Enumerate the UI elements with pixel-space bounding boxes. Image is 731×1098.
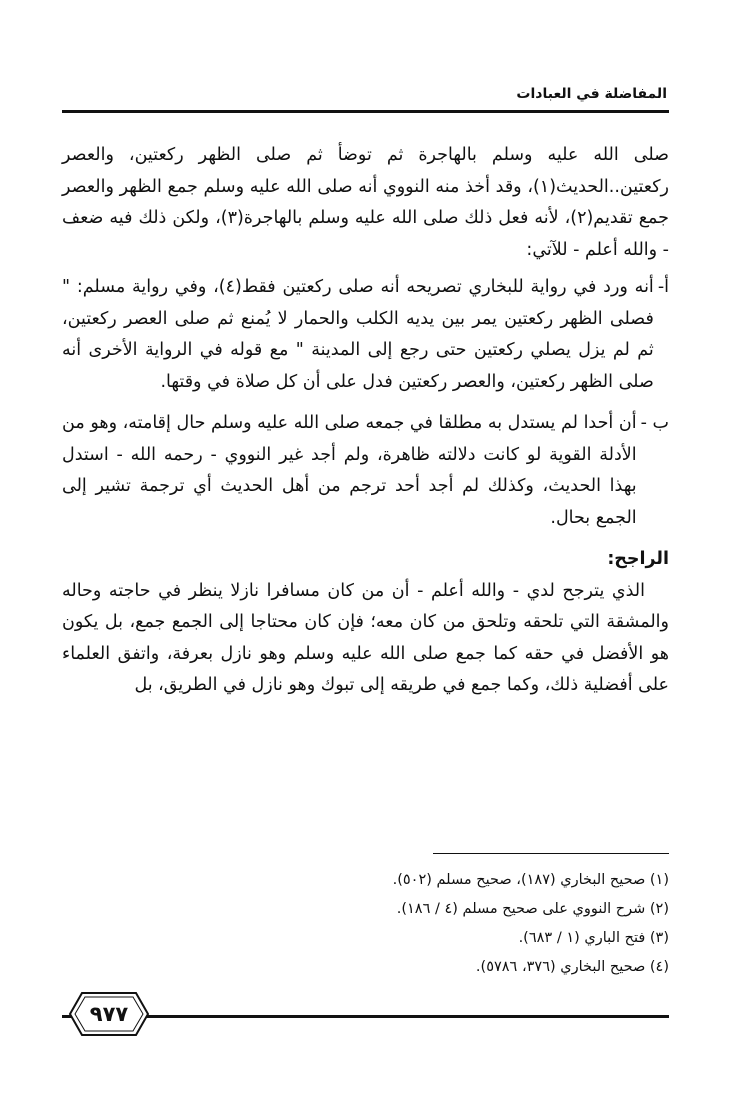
footnote-4: (٤) صحيح البخاري (٣٧٦، ٥٧٨٦). [475,959,669,975]
footnote-separator [433,853,669,854]
footnote-2: (٢) شرح النووي على صحيح مسلم (٤ / ١٨٦). [396,901,669,917]
list-item-marker: ب - [640,413,669,433]
footer-rule [62,1015,669,1018]
page-number-badge [68,991,150,1037]
main-text [62,140,669,702]
header-rule [62,110,669,113]
section-heading: الراجح: [607,549,669,569]
list-item-ba [62,408,669,534]
list-item-text: أنه ورد في رواية للبخاري تصريحه أنه صلى ركعتين فقط(٤)، وفي رواية مسلم: " فصلى الظهر ركعتين يمر بين يديه الكلب والحمار لا يُمنع ثم صلى العصر ركعتين، ثم لم يزل يصلي ركعتين حتى رجع إلى المدينة " مع قوله في الرواية الأخرى أنه صلى الظهر ركعتين، والعصر ركعتين فدل على أن كل صلاة في وقتها. [62,277,654,392]
list-item-text: أن أحدا لم يستدل به مطلقا في جمعه صلى الله عليه وسلم حال إقامته، وهو من الأدلة القوية لو كانت دلالته ظاهرة، ولم أجد غير النووي - رحمه الله - استدل بهذا الحديث، وكذلك لم أجد أحد ترجم من أهل الحديث أي ترجمة تشير إلى الجمع بحال. [62,413,637,528]
list-item-marker: أ- [657,277,669,297]
footnote-3: (٣) فتح الباري (١ / ٦٨٣). [518,930,669,946]
conclusion-paragraph: الذي يترجح لدي - والله أعلم - أن من كان مسافرا نازلا ينظر في حاجته وحاله والمشقة التي تلحقه وتلحق من كان معه؛ فإن كان محتاجا إلى الجمع جمع، بل يكون هو الأفضل في حقه كما جمع صلى الله عليه وسلم وهو نازل بعرفة، واتفق العلماء على أفضلية ذلك، وكما جمع في طريقه إلى تبوك وهو نازل في الطريق، بل [62,580,669,695]
intro-paragraph: صلى الله عليه وسلم بالهاجرة ثم توضأ ثم صلى الظهر ركعتين، والعصر ركعتين..الحديث(١)، وقد أخذ منه النووي أنه صلى الله عليه وسلم جمع الظهر والعصر جمع تقديم(٢)، لأنه فعل ذلك صلى الله عليه وسلم بالهاجرة(٣)، ولكن ذلك فيه ضعف - والله أعلم - للآتي: [62,145,669,260]
footnotes [62,866,669,982]
footnote-1: (١) صحيح البخاري (١٨٧)، صحيح مسلم (٥٠٢). [392,872,669,888]
running-header-title: المفاضلة في العبادات [516,86,667,102]
list-item-alif [62,272,669,398]
page-number: ٩٧٧ [89,1002,129,1026]
